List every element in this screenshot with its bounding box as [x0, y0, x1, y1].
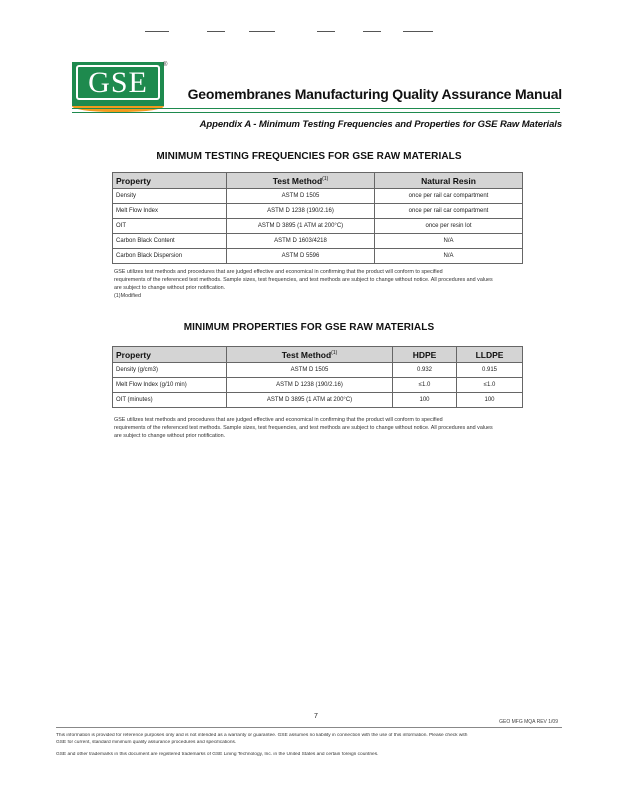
table-row: [113, 393, 523, 408]
table-row: [113, 189, 523, 204]
properties-table-header: [113, 347, 523, 363]
cell-frequency: once per resin lot: [375, 219, 523, 234]
table-row: [113, 249, 523, 264]
note-line: GSE utilizes test methods and procedures that are judged effective and economical in confirming that the product will conform to specified: [114, 417, 443, 423]
footer-trademark: GSE and other trademarks in this document are registered trademarks of GSE Lining Technology, Inc. in the United States and certain foreign countries.: [56, 752, 379, 757]
page-number: 7: [314, 713, 318, 720]
cell-property: Carbon Black Dispersion: [113, 249, 227, 264]
col-header-test-method: [227, 173, 375, 189]
cell-lldpe: ≤1.0: [457, 378, 523, 393]
header-rule-top: [72, 108, 560, 109]
col-header-property: Property: [113, 347, 227, 363]
gse-logo: [72, 62, 164, 106]
table-row: [113, 363, 523, 378]
cell-hdpe: 0.932: [393, 363, 457, 378]
cell-frequency: N/A: [375, 234, 523, 249]
footer-rule: [56, 727, 562, 728]
prop-section-title: MINIMUM PROPERTIES FOR GSE RAW MATERIALS: [183, 322, 435, 333]
cell-test-method: ASTM D 1238 (190/2.16): [227, 378, 393, 393]
document-code: GEO MFG MQA REV 1/09: [499, 719, 558, 725]
freq-table-header: [113, 173, 523, 189]
table-row: [113, 204, 523, 219]
appendix-title: Appendix A - Minimum Testing Frequencies and Properties for GSE Raw Materials: [199, 119, 562, 130]
cell-lldpe: 0.915: [457, 363, 523, 378]
footer-disclaimer: This information is provided for reference purposes only and is not intended as a warranty or guarantee. GSE assumes no liability in connection with the use of this information. Please check with: [56, 733, 468, 738]
cell-test-method: ASTM D 3895 (1 ATM at 200°C): [227, 219, 375, 234]
cell-property: Melt Flow Index: [113, 204, 227, 219]
table-row: [113, 378, 523, 393]
test-method-sup: (1): [322, 175, 329, 182]
freq-section-title: MINIMUM TESTING FREQUENCIES FOR GSE RAW MATERIALS: [156, 151, 462, 162]
col-header-natural-resin: Natural Resin: [375, 173, 523, 189]
manual-title: Geomembranes Manufacturing Quality Assurance Manual: [187, 86, 562, 102]
cell-frequency: N/A: [375, 249, 523, 264]
header-rule-bottom: [72, 112, 560, 113]
cell-property: Carbon Black Content: [113, 234, 227, 249]
top-marks: [145, 31, 445, 33]
note-line: (1)Modified: [114, 293, 141, 299]
cell-property: Melt Flow Index (g/10 min): [113, 378, 227, 393]
test-method-label: Test Method: [272, 175, 323, 186]
test-method-sup: (1): [331, 349, 338, 356]
cell-hdpe: ≤1.0: [393, 378, 457, 393]
table-row: [113, 234, 523, 249]
cell-property: OIT (minutes): [113, 393, 227, 408]
cell-frequency: once per rail car compartment: [375, 204, 523, 219]
freq-notes: [114, 268, 522, 300]
col-header-property: Property: [113, 173, 227, 189]
cell-test-method: ASTM D 3895 (1 ATM at 200°C): [227, 393, 393, 408]
col-header-hdpe: HDPE: [393, 347, 457, 363]
col-header-test-method: [227, 347, 393, 363]
cell-property: OIT: [113, 219, 227, 234]
cell-hdpe: 100: [393, 393, 457, 408]
footer-disclaimer: GSE for current, standard minimum quality assurance procedures and specifications.: [56, 740, 237, 745]
test-method-label: Test Method: [281, 349, 332, 360]
note-line: are subject to change without prior notification.: [114, 433, 226, 439]
note-line: requirements of the referenced test methods. Sample sizes, test frequencies, and test methods are subject to change without notice. All procedures and values: [114, 277, 493, 283]
cell-test-method: ASTM D 1505: [227, 189, 375, 204]
note-line: GSE utilizes test methods and procedures that are judged effective and economical in confirming that the product will conform to specified: [114, 269, 443, 275]
cell-test-method: ASTM D 1603/4218: [227, 234, 375, 249]
cell-test-method: ASTM D 1238 (190/2.16): [227, 204, 375, 219]
prop-notes: [114, 416, 522, 440]
registered-mark: ®: [163, 62, 168, 68]
cell-frequency: once per rail car compartment: [375, 189, 523, 204]
properties-table: [112, 346, 523, 408]
logo-text: GSE: [76, 65, 160, 100]
note-line: are subject to change without prior notification.: [114, 285, 226, 291]
cell-test-method: ASTM D 1505: [227, 363, 393, 378]
col-header-lldpe: LLDPE: [457, 347, 523, 363]
cell-lldpe: 100: [457, 393, 523, 408]
cell-property: Density (g/cm3): [113, 363, 227, 378]
table-row: [113, 219, 523, 234]
note-line: requirements of the referenced test methods. Sample sizes, test frequencies, and test methods are subject to change without notice. All procedures and values: [114, 425, 493, 431]
freq-table: [112, 172, 523, 264]
cell-property: Density: [113, 189, 227, 204]
cell-test-method: ASTM D 5596: [227, 249, 375, 264]
